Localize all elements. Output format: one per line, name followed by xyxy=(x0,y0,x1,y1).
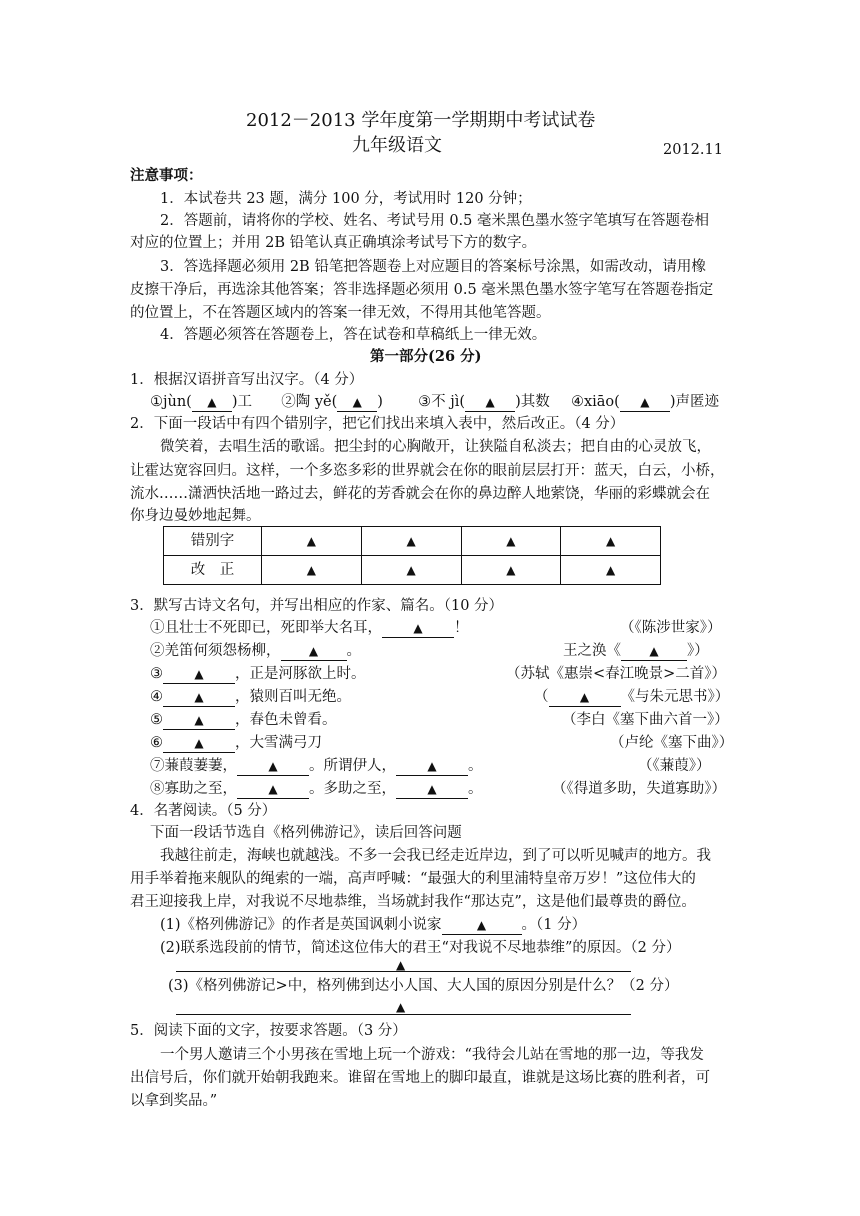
blank-marker: ▲ xyxy=(194,667,204,681)
q5-stem: 5．阅读下面的文字，按要求答题。（3 分） xyxy=(130,1023,407,1039)
q3-source-text: （ xyxy=(534,689,549,705)
q3-line-2 xyxy=(150,641,361,662)
q3-text: ⑦蒹葭萋萋， xyxy=(150,758,237,774)
answer-line[interactable] xyxy=(176,971,631,972)
q3-line-4 xyxy=(150,687,351,708)
q1-item-1-pre: ①jùn( xyxy=(150,394,192,410)
q4-stem: 4．名著阅读。（5 分） xyxy=(130,803,277,819)
typo-cell[interactable] xyxy=(461,556,561,585)
q1-item-4-post: )声匿迹 xyxy=(669,394,719,410)
typo-row-correct xyxy=(164,556,661,585)
q3-line-8 xyxy=(150,779,483,800)
q4-passage-line: 用手举着拖来舰队的绳索的一端，高声呼喊：“最强大的利里浦特皇帝万岁！”这位伟大的 xyxy=(130,871,696,887)
q2-stem: 2．下面一段话中有四个错别字，把它们找出来填入表中，然后改正。（4 分） xyxy=(130,416,625,432)
q1-item-2-pre: ②陶 yě( xyxy=(281,394,338,410)
q3-line-1 xyxy=(150,618,469,639)
q4-sub3: (3)《格列佛游记>中，格列佛到达小人国、大人国的原因分别是什么？（2 分） xyxy=(168,978,679,994)
q3-line-5 xyxy=(150,710,337,731)
q5-passage-line: 以拿到奖品。” xyxy=(130,1093,218,1109)
typo-cell[interactable] xyxy=(361,556,461,585)
q3-source: （《蒹葭》） xyxy=(638,758,711,774)
q3-source: （《陈涉世家》） xyxy=(620,620,722,636)
q3-text: 。 xyxy=(468,758,483,774)
notice-line: 对应的位置上；并用 2B 铅笔认真正确填涂考试号下方的数字。 xyxy=(130,235,537,251)
q3-text: 。 xyxy=(346,643,361,659)
q4-sub1-text: (1)《格列佛游记》的作者是英国讽刺小说家 xyxy=(160,917,442,933)
exam-date: 2012.11 xyxy=(663,142,723,158)
answer-blank[interactable] xyxy=(281,643,347,661)
q3-text: 。多助之至， xyxy=(309,781,396,797)
q4-sub1 xyxy=(160,915,586,936)
q5-passage-line: 出信号后，你们就开始朝我跑来。谁留在雪地上的脚印最直，谁就是这场比赛的胜利者，可 xyxy=(130,1070,710,1086)
q3-line-6 xyxy=(150,733,322,754)
blank-marker: ▲ xyxy=(194,736,204,750)
notice-heading: 注意事项： xyxy=(130,167,203,184)
blank-marker: ▲ xyxy=(579,690,590,704)
q3-source: （卢纶《塞下曲》） xyxy=(610,735,734,751)
q3-source-text: 》） xyxy=(687,643,709,659)
q1-item-3-post: )其数 xyxy=(515,394,550,410)
q1-item-1-post: )工 xyxy=(231,394,253,410)
blank-marker: ▲ xyxy=(649,644,659,658)
q1-item-2-post: ) xyxy=(377,394,383,410)
part1-heading: 第一部分(26 分) xyxy=(370,348,482,365)
blank-marker: ▲ xyxy=(606,562,616,577)
q3-line-7 xyxy=(150,756,483,777)
blank-marker: ▲ xyxy=(427,759,437,773)
blank-marker: ▲ xyxy=(194,690,204,704)
blank-marker: ▲ xyxy=(268,759,278,773)
q3-source xyxy=(563,641,709,662)
typo-cell[interactable] xyxy=(361,527,461,556)
q2-passage-line: 让霍达宽容回归。这样，一个多恣多彩的世界就会在你的眼前层层打开：蓝天，白云，小桥， xyxy=(130,463,725,479)
answer-blank[interactable] xyxy=(549,689,621,707)
blank-marker: ▲ xyxy=(476,918,487,932)
q1-item-4-pre: ④xiāo( xyxy=(570,394,620,410)
blank-marker: ▲ xyxy=(506,562,516,577)
blank-marker: ▲ xyxy=(506,533,516,548)
q1-item-3 xyxy=(418,394,550,410)
q3-source: （苏轼《惠崇<春江晚景>二首》） xyxy=(506,666,727,682)
answer-blank[interactable] xyxy=(237,781,309,799)
answer-blank[interactable] xyxy=(396,781,468,799)
q1-stem: 1．根据汉语拼音写出汉字。（4 分） xyxy=(130,372,364,388)
answer-blank[interactable] xyxy=(163,712,235,730)
q3-source xyxy=(534,687,729,708)
blank-marker: ▲ xyxy=(306,533,316,548)
typo-cell[interactable] xyxy=(561,556,661,585)
blank-marker: ▲ xyxy=(194,713,204,727)
q3-source-text: 《与朱元思书》） xyxy=(620,689,730,705)
blank-marker: ▲ xyxy=(207,395,217,409)
q3-text: ⑤ xyxy=(150,712,163,728)
q1-item-4 xyxy=(571,394,719,410)
blank-marker: ▲ xyxy=(640,395,650,409)
notice-line: 的位置上，不在答题区域内的答案一律无效，不得用其他笔答题。 xyxy=(130,305,551,321)
q3-source: （《得道多助，失道寡助》） xyxy=(552,781,726,797)
notice-line: 2．答题前，请将你的学校、姓名、考试号用 0.5 毫米黑色墨水签字笔填写在答题卷相 xyxy=(160,213,710,229)
q4-sub2: (2)联系选段前的情节，简述这位伟大的君王“对我说不尽地恭维”的原因。（2 分） xyxy=(160,940,681,956)
q1-items xyxy=(150,392,719,413)
answer-blank[interactable] xyxy=(337,394,377,412)
q3-text: ⑧寡助之至， xyxy=(150,781,237,797)
notice-line: 皮擦干净后，再选涂其他答案；答非选择题必须用 0.5 毫米黑色墨水签字笔写在答题卷指定 xyxy=(130,282,714,298)
blank-marker: ▲ xyxy=(427,782,437,796)
answer-blank[interactable] xyxy=(465,394,515,412)
blank-marker: ▲ xyxy=(406,533,416,548)
q3-text: 。 xyxy=(468,781,483,797)
typo-row-label: 错别字 xyxy=(164,527,262,556)
q3-text: ！ xyxy=(454,620,469,636)
blank-marker: ▲ xyxy=(308,644,319,658)
q3-source: （李白《塞下曲六首一》） xyxy=(562,712,729,728)
blank-marker: ▲ xyxy=(306,562,316,577)
notice-line: 1．本试卷共 23 题，满分 100 分，考试用时 120 分钟； xyxy=(160,191,532,207)
answer-line[interactable] xyxy=(176,1014,631,1015)
answer-blank[interactable] xyxy=(382,620,454,638)
q3-text: ①且壮士不死即已，死即举大名耳， xyxy=(150,620,382,636)
q3-stem: 3．默写古诗文名句，并写出相应的作家、篇名。（10 分） xyxy=(130,598,504,614)
answer-blank[interactable] xyxy=(620,394,670,412)
typo-cell[interactable] xyxy=(262,556,362,585)
blank-marker: ▲ xyxy=(413,621,423,635)
q4-intro: 下面一段话节选自《格列佛游记》，读后回答问题 xyxy=(150,825,462,841)
q3-text: ⑥ xyxy=(150,735,163,751)
q3-text: ④ xyxy=(150,689,163,705)
q4-passage-line: 君王迎接我上岸，对我说不尽地恭维，当场就封我作“那达克”，这是他们最尊贵的爵位。 xyxy=(130,894,696,910)
blank-marker: ▲ xyxy=(606,533,616,548)
answer-blank[interactable] xyxy=(163,735,235,753)
blank-marker: ▲ xyxy=(396,958,406,972)
q3-text: ，春色未曾看。 xyxy=(235,712,337,728)
q3-line-3 xyxy=(150,664,366,685)
typo-cell[interactable] xyxy=(561,527,661,556)
answer-blank[interactable] xyxy=(237,758,309,776)
blank-marker: ▲ xyxy=(406,562,416,577)
answer-blank[interactable] xyxy=(192,394,232,412)
q2-passage-line: 微笑着，去唱生活的歌谣。把尘封的心胸敞开，让狭隘自私淡去；把自由的心灵放飞， xyxy=(160,439,711,455)
typo-cell[interactable] xyxy=(262,527,362,556)
answer-blank[interactable] xyxy=(163,666,235,684)
blank-marker: ▲ xyxy=(485,395,495,409)
exam-subtitle: 九年级语文 xyxy=(352,135,442,156)
typo-cell[interactable] xyxy=(461,527,561,556)
q1-item-1 xyxy=(150,394,252,410)
answer-blank[interactable] xyxy=(621,643,687,661)
answer-blank[interactable] xyxy=(163,689,235,707)
answer-blank[interactable] xyxy=(442,917,522,935)
q4-passage-line: 我越往前走，海峡也就越浅。不多一会我已经走近岸边，到了可以听见喊声的地方。我 xyxy=(160,848,711,864)
q4-sub1-text: 。（1 分） xyxy=(521,917,587,933)
q2-passage-line: 你身边曼妙地起舞。 xyxy=(130,508,261,524)
q3-text: 。所谓伊人， xyxy=(309,758,396,774)
q3-source-text: 王之涣《 xyxy=(563,643,621,659)
blank-marker: ▲ xyxy=(268,782,278,796)
typo-row-label: 改 正 xyxy=(164,556,262,585)
notice-line: 3．答选择题必须用 2B 铅笔把答题卷上对应题目的答案标号涂黑，如需改动，请用橡 xyxy=(160,259,706,275)
q3-text: ②羌笛何须怨杨柳， xyxy=(150,643,281,659)
q1-item-3-pre: ③不 jì( xyxy=(418,394,466,410)
q5-passage-line: 一个男人邀请三个小男孩在雪地上玩一个游戏：“我待会儿站在雪地的那一边，等我发 xyxy=(160,1047,704,1063)
blank-marker: ▲ xyxy=(352,395,362,409)
q3-text: ，猿则百叫无绝。 xyxy=(235,689,351,705)
typo-table xyxy=(163,526,661,585)
exam-title: 2012－2013 学年度第一学期期中考试试卷 xyxy=(246,110,596,131)
q3-text: ③ xyxy=(150,666,163,682)
typo-row-wrong xyxy=(164,527,661,556)
q1-item-2 xyxy=(281,394,383,410)
q3-text: ，正是河豚欲上时。 xyxy=(235,666,366,682)
notice-line: 4．答题必须答在答题卷上，答在试卷和草稿纸上一律无效。 xyxy=(160,327,547,343)
q3-text: ，大雪满弓刀 xyxy=(235,735,322,751)
q2-passage-line: 流水……潇洒快活地一路过去，鲜花的芳香就会在你的鼻边醉人地萦饶，华丽的彩蝶就会在 xyxy=(130,486,710,502)
blank-marker: ▲ xyxy=(396,1000,406,1014)
answer-blank[interactable] xyxy=(396,758,468,776)
